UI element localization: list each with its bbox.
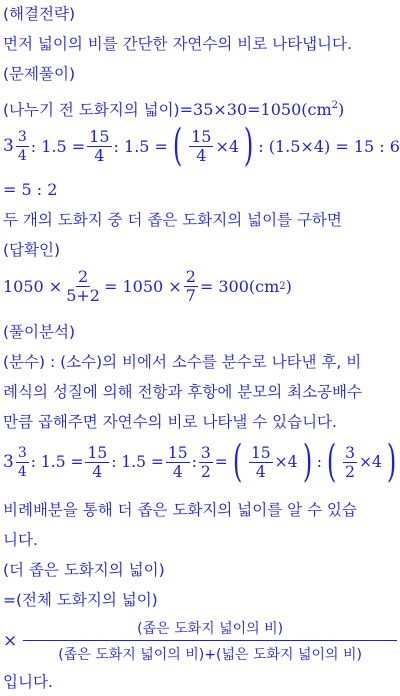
final-fraction: [23, 618, 397, 664]
heading-solution: (문제풀이): [3, 65, 75, 83]
eq2-unit-exponent: 2: [279, 281, 286, 292]
eq3-frac4-num: 15: [250, 443, 271, 462]
eq2-part-b: = 1050 ×: [103, 277, 182, 296]
strategy-text: 먼저 넓이의 비를 간단한 자연수의 비로 나타냅니다.: [3, 35, 352, 53]
proportion-line-1: 비례배분을 통해 더 좁은 도화지의 넓이를 알 수 있습: [3, 501, 357, 519]
eq1-frac2-num: 15: [191, 126, 212, 146]
eq2-frac1-num: 2: [78, 267, 89, 286]
eq2-part-a: 1050 ×: [3, 277, 63, 296]
eq2-frac2-num: 2: [185, 267, 196, 286]
eq1-frac2-den: 4: [196, 145, 207, 165]
eq2-unit-close: ): [285, 277, 292, 296]
mixed-whole: 3: [3, 136, 14, 156]
proportion-line-2: 니다.: [3, 531, 38, 549]
final-formula: [3, 618, 397, 664]
eq1-frac1-den: 4: [94, 145, 105, 165]
final-times: ×: [3, 631, 18, 651]
area-math: =35×30=1050(cm: [179, 100, 332, 119]
eq1-part1: : 1.5 =: [30, 136, 86, 156]
eq1-frac1-num: 15: [89, 126, 110, 146]
find-narrow-text: 두 개의 도화지 중 더 좁은 도화지의 넓이를 구하면: [3, 211, 342, 229]
eq1-times4: ×4: [215, 136, 240, 156]
eq3-times4: ×4: [274, 453, 298, 471]
area-label: (나누기 전 도화지의 넓이): [3, 101, 180, 119]
check-equation: [3, 268, 292, 305]
eq3-frac1-num: 15: [87, 443, 108, 462]
mixed-whole-2: 3: [3, 452, 14, 472]
mixed-numerator: 3: [17, 128, 27, 145]
mixed-denominator: 4: [17, 147, 27, 164]
area-unit-exponent: 2: [331, 100, 339, 111]
eq3-frac3-num: 3: [200, 443, 211, 462]
analysis-line-2: 례식의 성질에 의해 전항과 후항에 분모의 최소공배수: [3, 383, 362, 401]
eq3-frac5-den: 2: [345, 462, 355, 481]
heading-check: (답확인): [3, 241, 61, 259]
eq1-part2: : 1.5 =: [113, 136, 168, 156]
heading-analysis: (풀이분석): [3, 323, 75, 341]
eq3-colon2: :: [316, 453, 322, 471]
eq3-frac5-num: 3: [345, 443, 355, 462]
eq3-frac2-den: 4: [172, 462, 183, 481]
final-numerator: (좁은 도화지 넓이의 비): [23, 618, 397, 641]
eq2-frac1-den: 5+2: [66, 286, 100, 305]
eq3-equals: =: [214, 453, 228, 471]
eq3-frac3-den: 2: [200, 462, 211, 481]
ratio-equation-2: [3, 436, 400, 487]
mixed-number: [3, 128, 31, 165]
right-paren-2: ): [302, 436, 312, 487]
left-paren-3: (: [326, 436, 337, 487]
final-denominator: (좁은 도화지 넓이의 비)+(넓은 도화지 넓이의 비): [58, 647, 362, 663]
eq2-frac2-den: 7: [185, 286, 196, 305]
mixed-denominator-2: 4: [17, 463, 27, 480]
heading-strategy: (해결전략): [3, 5, 75, 23]
closing-text: 입니다.: [3, 673, 53, 691]
mixed-number-2: [3, 444, 31, 481]
area-unit-close: ): [338, 100, 345, 119]
eq3-colon: :: [191, 453, 197, 471]
total-area-label: =(전체 도화지의 넓이): [3, 591, 158, 609]
ratio-simplified: = 5 : 2: [3, 180, 58, 199]
right-paren-3: ): [386, 436, 397, 487]
ratio-equation-1: [3, 120, 400, 171]
eq3-frac1-den: 4: [92, 462, 103, 481]
eq2-part-c: = 300(cm: [199, 277, 280, 296]
right-paren: ): [243, 120, 254, 171]
eq1-part3: : (1.5×4) = 15 : 6: [258, 136, 400, 156]
eq3-times4b: ×4: [358, 453, 382, 471]
eq3-part1: : 1.5 =: [30, 453, 84, 471]
area-line: [3, 96, 344, 120]
eq3-frac2-num: 15: [167, 443, 188, 462]
left-paren: (: [172, 120, 183, 171]
mixed-numerator-2: 3: [17, 444, 27, 461]
left-paren-2: (: [232, 436, 243, 487]
eq3-frac4-den: 4: [255, 462, 266, 481]
analysis-line-1: (분수) : (소수)의 비에서 소수를 분수로 나타낸 후, 비: [3, 353, 362, 371]
analysis-line-3: 만큼 곱해주면 자연수의 비로 나타낼 수 있습니다.: [3, 413, 337, 431]
narrow-area-label: (더 좁은 도화지의 넓이): [3, 561, 165, 579]
eq3-part2: : 1.5 =: [111, 453, 164, 471]
